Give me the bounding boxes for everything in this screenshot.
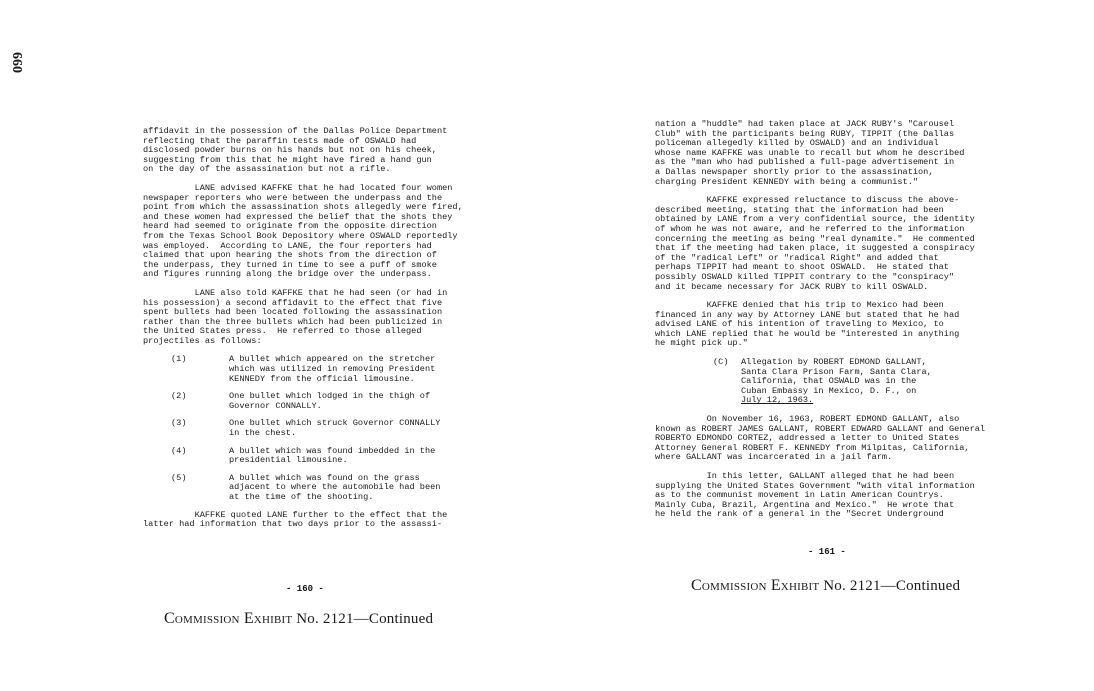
- text-line: LANE advised KAFFKE that he had located four women: [143, 182, 453, 193]
- allegation-heading: [655, 358, 1025, 406]
- paragraph: [143, 184, 503, 280]
- paragraph: [655, 415, 1025, 463]
- text-line: known as ROBERT JAMES GALLANT, ROBERT EDWARD GALLANT and General: [655, 423, 986, 434]
- text-line: which was utilized in removing President: [229, 364, 436, 375]
- text-line: reflecting that the paraffin tests made of OSWALD had: [143, 135, 417, 146]
- paragraph: [143, 289, 503, 347]
- list-item-number: (1): [171, 354, 187, 365]
- text-line: Attorney General ROBERT F. KENNEDY from Milpitas, California,: [655, 442, 970, 453]
- list-item-number: (5): [171, 472, 187, 483]
- text-line: One bullet which lodged in the thigh of: [229, 391, 431, 402]
- paragraph: [655, 196, 1025, 292]
- text-line: newspaper reporters who were between the underpass and the: [143, 192, 443, 203]
- list-item: [143, 392, 503, 411]
- list-item-number: (2): [171, 391, 187, 402]
- text-line: One bullet which struck Governor CONNALLY: [229, 418, 441, 429]
- text-line: spent bullets had been located following the assassination: [143, 307, 443, 318]
- list-item: [143, 474, 503, 503]
- right-page-number: - 161 -: [808, 547, 846, 557]
- text-line: point from which the assassination shots allegedly were fired,: [143, 202, 463, 213]
- allegation-text: [741, 358, 932, 406]
- list-item: [143, 419, 503, 438]
- text-line: adjacent to where the automobile had been: [229, 482, 441, 493]
- text-line: as the "man who had published a full-page advertisement in: [655, 157, 955, 168]
- right-exhibit-caption: [691, 577, 960, 595]
- text-line: Mainly Cuba, Brazil, Argentina and Mexico." He wrote that: [655, 499, 955, 510]
- text-line: and it became necessary for JACK RUBY to kill OSWALD.: [655, 281, 929, 292]
- text-line: he held the rank of a general in the "Secret Underground: [655, 509, 944, 520]
- list-item-text: [211, 392, 503, 411]
- text-line: as to the communist movement in Latin American Countrys.: [655, 490, 944, 501]
- text-line: ROBERTO EDMONDO CORTEZ, addressed a letter to United States: [655, 433, 960, 444]
- paragraph: [655, 472, 1025, 520]
- list-item: [143, 447, 503, 466]
- text-line: his possession) a second affidavit to the effect that five: [143, 297, 443, 308]
- text-line: he might pick up.": [655, 338, 748, 349]
- text-line: in the chest.: [229, 428, 297, 439]
- text-line: claimed that upon hearing the shots from the direction of: [143, 250, 437, 261]
- text-line: Cuban Embassy in Mexico, D. F., on: [741, 385, 917, 396]
- text-line: obtained by LANE from a very confidential source, the identity: [655, 214, 975, 225]
- list-item: [143, 355, 503, 384]
- text-line: nation a "huddle" had taken place at JACK RUBY's "Carousel: [655, 119, 955, 129]
- right-exhibit-number: No. 2121—Continued: [823, 578, 961, 594]
- allegation-label: (C): [713, 357, 729, 368]
- text-line: On November 16, 1963, ROBERT EDMOND GALLANT, also: [655, 414, 960, 425]
- text-line: a Dallas newspaper shortly prior to the assassination,: [655, 166, 934, 177]
- text-line: advised LANE of his intention of traveling to Mexico, to: [655, 319, 944, 330]
- text-line: whose name KAFFKE was unable to recall but whom he described: [655, 147, 965, 158]
- left-page-number: - 160 -: [286, 584, 324, 594]
- text-line: which LANE replied that he would be "interested in anything: [655, 328, 960, 339]
- text-line: Club" with the participants being RUBY, TIPPIT (the Dallas: [655, 128, 955, 139]
- text-line: supplying the United States Government "with vital information: [655, 480, 975, 491]
- text-line: presidential limousine.: [229, 455, 348, 466]
- allegation-date: July 12, 1963.: [741, 395, 814, 406]
- text-line: Santa Clara Prison Farm, Santa Clara,: [741, 366, 932, 377]
- text-line: LANE also told KAFFKE that he had seen (or had in: [143, 287, 448, 298]
- text-line: projectiles as follows:: [143, 335, 262, 346]
- text-line: the underpass, they turned in time to see a puff of smoke: [143, 259, 437, 270]
- list-item-text: [211, 419, 503, 438]
- list-item-number: (3): [171, 418, 187, 429]
- text-line: California, that OSWALD was in the: [741, 376, 917, 387]
- text-line: heard had seemed to originate from the opposite direction: [143, 221, 437, 232]
- text-line: charging President KENNEDY with being a communist.": [655, 176, 919, 187]
- text-line: possibly OSWALD killed TIPPIT contrary to the "conspiracy": [655, 271, 955, 282]
- list-item-text: [211, 447, 503, 466]
- text-line: that if the meeting had taken place, it suggested a conspiracy: [655, 243, 975, 254]
- right-exhibit-prefix: Commission Exhibit: [691, 577, 820, 594]
- text-line: was employed. According to LANE, the four reporters had: [143, 240, 432, 251]
- text-line: A bullet which was found on the grass: [229, 472, 420, 483]
- list-item-text: [211, 355, 503, 384]
- text-line: from the Texas School Book Depository where OSWALD reportedly: [143, 230, 458, 241]
- text-line: rather than the three bullets which had been publicized in: [143, 316, 443, 327]
- text-line: and figures running along the bridge over the underpass.: [143, 269, 432, 280]
- text-line: KENNEDY from the official limousine.: [229, 373, 415, 384]
- text-line: A bullet which appeared on the stretcher: [229, 354, 436, 365]
- left-exhibit-caption: [164, 610, 433, 628]
- text-line: latter had information that two days prior to the assassi-: [143, 519, 443, 530]
- text-line: Governor CONNALLY.: [229, 400, 322, 411]
- text-line: KAFFKE denied that his trip to Mexico had been: [655, 300, 944, 311]
- text-line: where GALLANT was incarcerated in a jail farm.: [655, 452, 893, 463]
- text-line: perhaps TIPPIT had meant to shoot OSWALD. He stated that: [655, 262, 949, 273]
- text-line: affidavit in the possession of the Dallas Police Department: [143, 126, 448, 136]
- left-page-body: [143, 127, 503, 539]
- closing-paragraph: [143, 511, 503, 530]
- text-line: and these women had expressed the belief that the shots they: [143, 211, 453, 222]
- text-line: KAFFKE expressed reluctance to discuss the above-: [655, 195, 960, 206]
- text-line: Allegation by ROBERT EDMOND GALLANT,: [741, 357, 927, 368]
- text-line: of the "radical Left" or "radical Right" and added that: [655, 252, 939, 263]
- projectile-list: [143, 355, 503, 502]
- left-exhibit-number: No. 2121—Continued: [296, 611, 434, 627]
- text-line: suggesting from this that he might have fired a hand gun: [143, 154, 432, 165]
- text-line: In this letter, GALLANT alleged that he had been: [655, 471, 955, 481]
- right-page-body: [655, 120, 1025, 529]
- list-item-text: [211, 474, 503, 503]
- text-line: policeman allegedly killed by OSWALD) and an individual: [655, 138, 939, 149]
- text-line: described meeting, stating that the information had been: [655, 204, 944, 215]
- text-line: the United States press. He referred to those alleged: [143, 326, 422, 337]
- side-page-number: 660: [9, 52, 24, 73]
- text-line: disclosed powder burns on his hands but not on his cheek,: [143, 145, 437, 156]
- list-item-number: (4): [171, 445, 187, 456]
- paragraph: [655, 301, 1025, 349]
- text-line: financed in any way by Attorney LANE but stated that he had: [655, 309, 960, 320]
- text-line: of whom he was not aware, and he referred to the information: [655, 223, 965, 234]
- paragraph: [655, 120, 1025, 187]
- left-exhibit-prefix: Commission Exhibit: [164, 610, 293, 627]
- paragraph: [143, 127, 503, 175]
- text-line: on the day of the assassination but not a rifle.: [143, 164, 391, 175]
- text-line: at the time of the shooting.: [229, 492, 374, 502]
- text-line: concerning the meeting as being "real dynamite." He commented: [655, 233, 975, 244]
- text-line: KAFFKE quoted LANE further to the effect that the: [143, 509, 448, 520]
- text-line: A bullet which was found imbedded in the: [229, 445, 436, 456]
